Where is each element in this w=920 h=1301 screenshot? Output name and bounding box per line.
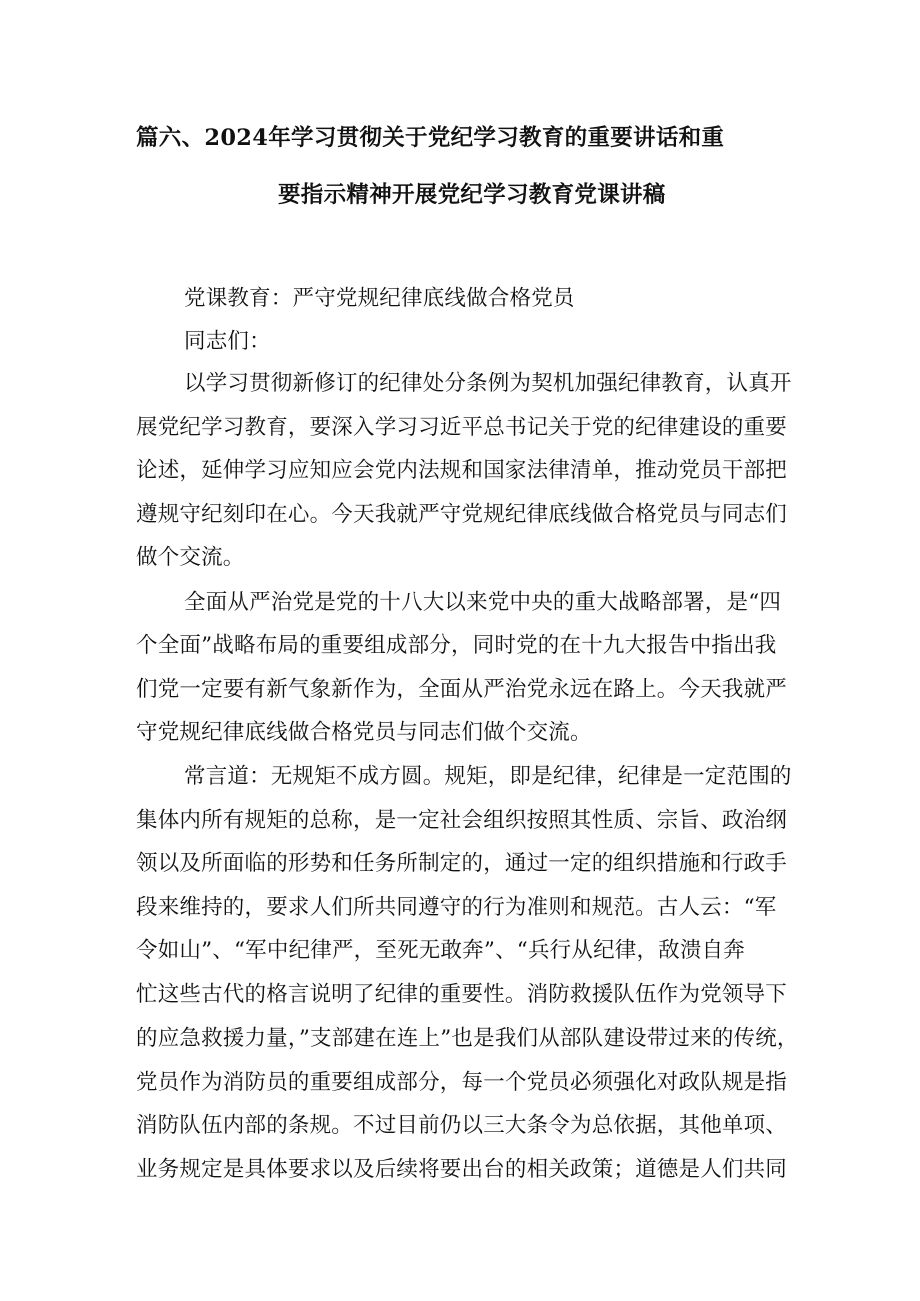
paragraph3-line: 集体内所有规矩的总称，是一定社会组织按照其性质、宗旨、政治纲 bbox=[136, 808, 788, 833]
paragraph1-line: 论述，延伸学习应知应会党内法规和国家法律清单，推动党员干部把 bbox=[136, 458, 788, 483]
document-title-line-2: 要指示精神开展党纪学习教育党课讲稿 bbox=[278, 182, 666, 208]
paragraph3-line: 常言道：无规矩不成方圆。规矩，即是纪律，纪律是一定范围的 bbox=[184, 764, 792, 789]
paragraph3-line: 段来维持的，要求人们所共同遵守的行为准则和规范。古人云：“军 bbox=[136, 895, 777, 920]
paragraph1-line: 做个交流。 bbox=[136, 545, 245, 570]
paragraph3-line: 消防队伍内部的条规。不过目前仍以三大条令为总依据，其他单项、 bbox=[136, 1113, 788, 1138]
paragraph1-line: 展党纪学习教育，要深入学习习近平总书记关于党的纪律建设的重要 bbox=[136, 415, 788, 440]
salutation: 同志们： bbox=[184, 329, 271, 354]
paragraph3-line: 令如山”、“军中纪律严，至死无敢奔”、“兵行从纪律，敌溃自奔 bbox=[136, 938, 745, 963]
paragraph2-line: 个全面”战略布局的重要组成部分，同时党的在十九大报告中指出我 bbox=[136, 633, 777, 658]
paragraph3-line: 领以及所面临的形势和任务所制定的，通过一定的组织措施和行政手 bbox=[136, 851, 788, 876]
paragraph3-line: 的应急救援力量，”支部建在连上”也是我们从部队建设带过来的传统， bbox=[136, 1026, 799, 1051]
paragraph1-line: 以学习贯彻新修订的纪律处分条例为契机加强纪律教育，认真开 bbox=[184, 371, 792, 396]
paragraph3-line: 忙这些古代的格言说明了纪律的重要性。消防救援队伍作为党领导下 bbox=[136, 982, 788, 1007]
document-title-line-1: 篇六、2024年学习贯彻关于党纪学习教育的重要讲话和重 bbox=[136, 125, 725, 151]
paragraph1-line: 遵规守纪刻印在心。今天我就严守党规纪律底线做合格党员与同志们 bbox=[136, 502, 788, 527]
paragraph2-line: 守党规纪律底线做合格党员与同志们做个交流。 bbox=[136, 720, 592, 745]
paragraph3-line: 党员作为消防员的重要组成部分，每一个党员必须强化对政队规是指 bbox=[136, 1070, 788, 1095]
document-subtitle: 党课教育：严守党规纪律底线做合格党员 bbox=[184, 286, 575, 311]
paragraph3-line: 业务规定是具体要求以及后续将要出台的相关政策；道德是人们共同 bbox=[136, 1157, 788, 1182]
paragraph2-line: 全面从严治党是党的十八大以来党中央的重大战略部署，是“四 bbox=[184, 590, 782, 615]
paragraph2-line: 们党一定要有新气象新作为，全面从严治党永远在路上。今天我就严 bbox=[136, 677, 788, 702]
